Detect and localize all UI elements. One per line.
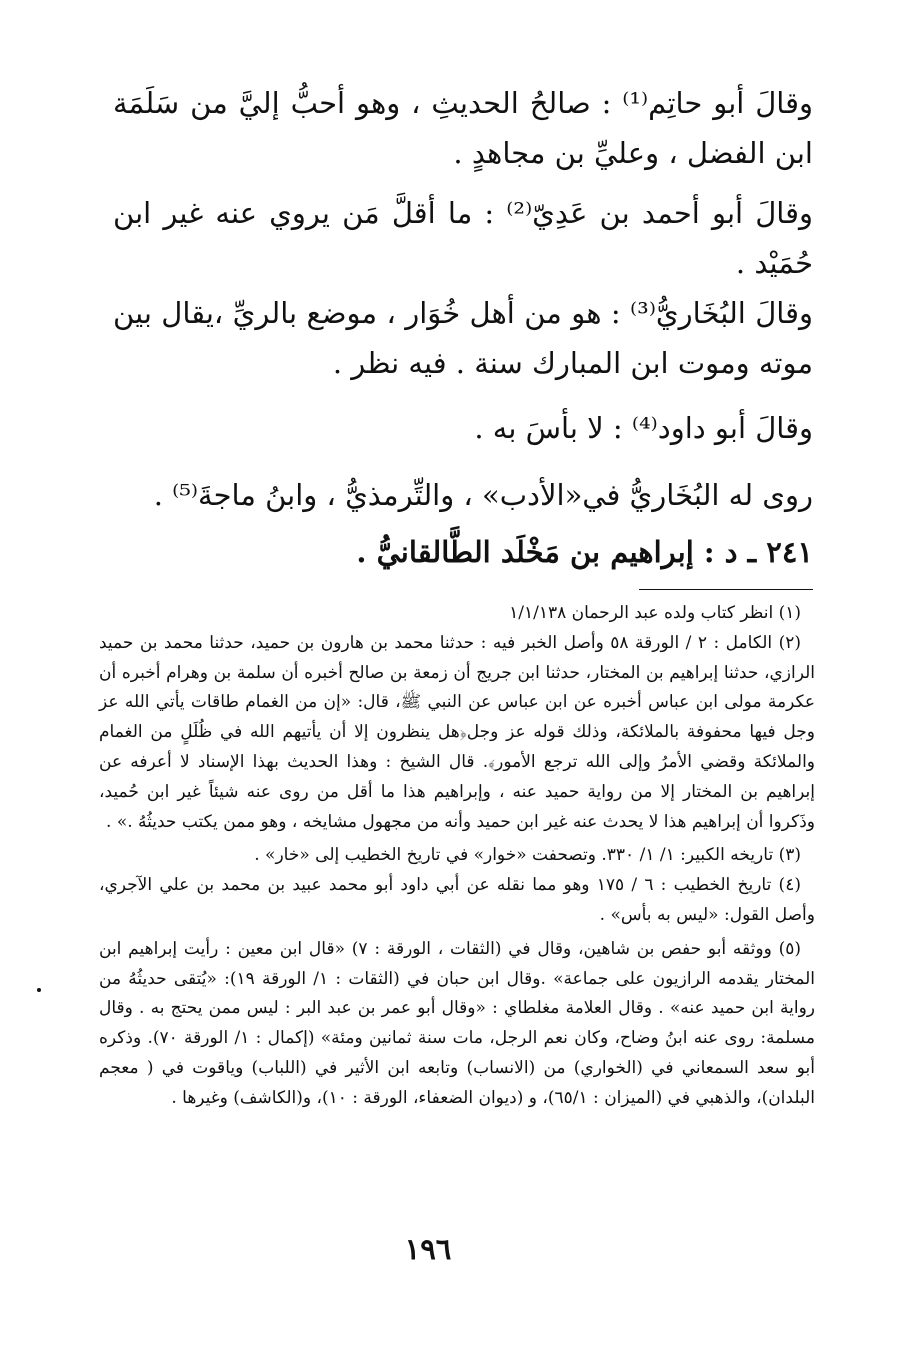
footnote-5 [99, 935, 815, 1114]
paragraph-text: وقالَ البُخَاريُّ⁽³⁾ : هو من أهل خُوَار ، موضع بالريِّ ،يقال بين موته وموت ابن المبارك سنة . فيه نظر . [113, 296, 813, 380]
footnote-2 [99, 629, 815, 838]
main-paragraph-bukhari [113, 288, 813, 388]
footnote-1 [99, 599, 815, 629]
entry-heading [113, 527, 813, 577]
footnotes [99, 599, 815, 1114]
footnote-text: (٣) تاريخه الكبير: ١/ ١/ ٣٣٠. وتصحفت «خوار» في تاريخ الخطيب إلى «خار» . [254, 845, 801, 866]
main-paragraph-narrators [113, 470, 813, 520]
heading-text: ٢٤١ ـ د : إبراهيم بن مَخْلَد الطَّالقانيُّ . [356, 535, 813, 569]
footnote-4 [99, 871, 815, 931]
paragraph-text: وقالَ أبو حاتِم⁽¹⁾ : صالحُ الحديثِ ، وهو أحبُّ إليَّ من سَلَمَة ابن الفضل ، وعليِّ بن مجاهدٍ . [113, 86, 813, 170]
main-paragraph-abu-dawud [113, 403, 813, 453]
page-number: ١٩٦ [404, 1232, 452, 1266]
footnote-separator [639, 589, 813, 590]
footnote-text: (٤) تاريخ الخطيب : ٦ / ١٧٥ وهو مما نقله عن أبي داود أبو محمد عبيد بن محمد بن علي الآجري، وأصل القول: «ليس به بأس» . [99, 875, 815, 925]
footnote-text: (٥) ووثقه أبو حفص بن شاهين، وقال في (الثقات ، الورقة : ٧) «قال ابن معين : رأيت إبراهيم ابن المختار يقدمه الرازيون على جماعة» .وقال ابن حبان في (الثقات : ١/ الورقة ١٩): «يُتقى حديثُهُ من رواية ابن حميد عنه» . وقال العلامة مغلطاي : «وقال أبو عمر بن عبد البر : ليس ممن يحتج به . وقال مسلمة: روى عنه ابنُ وضاح، وكان نعم الرجل، مات سنة ثمانين ومئة» (إكمال : ١/ الورقة ٧٠). وذكره أبو سعد السمعاني في (الخواري) من (الانساب) وتابعه ابن الأثير في (اللباب) وياقوت في ( معجم البلدان)، والذهبي في (الميزان : ٦٥/١)، و (ديوان الضعفاء، الورقة : ١٠)، و(الكاشف) وغيرها . [99, 938, 815, 1108]
main-paragraph-ibn-adi [113, 188, 813, 288]
footnote-3 [99, 841, 815, 871]
paragraph-text: وقالَ أبو أحمد بن عَدِيّ⁽²⁾ : ما أقلَّ مَن يروي عنه غير ابن حُمَيْد . [113, 196, 813, 280]
footnote-text: (١) انظر كتاب ولده عبد الرحمان ١/١/١٣٨ [509, 603, 801, 623]
paragraph-text: وقالَ أبو داود⁽⁴⁾ : لا بأسَ به . [474, 411, 813, 445]
stray-ink-dot [37, 988, 41, 992]
paragraph-text: روى له البُخَاريُّ في«الأدب» ، والتِّرمذيُّ ، وابنُ ماجةَ⁽⁵⁾ . [153, 478, 813, 512]
main-paragraph-abu-hatim [113, 78, 813, 178]
footnote-text: (٢) الكامل : ٢ / الورقة ٥٨ وأصل الخبر فيه : حدثنا محمد بن هارون بن حميد، حدثنا محمد بن حميد الرازي، حدثنا إبراهيم بن المختار، حدثنا ابن جريج أن زمعة بن صالح أخبره أن سلمة بن وهرام أخبره أن عكرمة مولى ابن عباس أخبره عن ابن عباس عن النبي ﷺ، قال: «إن من الغمام طاقات يأتي الله عز وجل فيها محفوفة بالملائكة، وذلك قوله عز وجل﴿هل ينظرون إلا أن يأتيهم الله في ظُلَلٍ من الغمام والملائكة وقضي الأمرُ وإلى الله ترجع الأمور﴾. قال الشيخ : وهذا الحديث بهذا الإسناد لا أعرفه عن إبراهيم بن المختار إلا من رواية حميد عنه ، وإبراهيم هذا ما أقل من روى عنه شيئاً غير ابن حُميد، وذَكروا أن إبراهيم هذا لا يحدث عنه غير ابن حميد وأنه من مجهول مشايخه ، وهو ممن يكتب حديثُهُ .» . [99, 632, 815, 832]
